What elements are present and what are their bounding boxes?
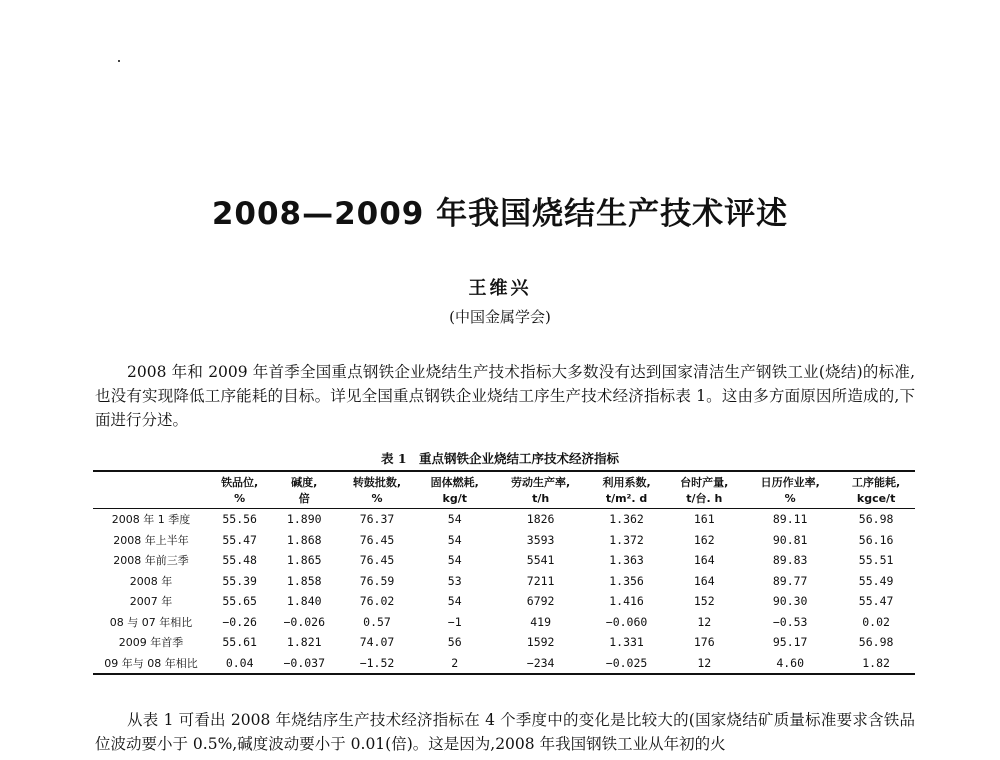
row-label: 2008 年前三季 [113, 554, 189, 568]
table-cell: 1.868 [286, 532, 322, 547]
table-cell: 89.83 [772, 553, 808, 568]
table-cell: 176 [693, 635, 715, 650]
table-header-row [93, 471, 915, 490]
header-cell: 利用系数, [588, 471, 666, 490]
table-row [93, 612, 915, 633]
header-cell: 日历作业率, [743, 471, 837, 490]
table-cell: 55.39 [222, 573, 257, 588]
unit-cell: t/台. h [665, 490, 743, 509]
table-cell: −0.060 [605, 614, 648, 629]
table-cell: 162 [693, 532, 715, 547]
article-title: 2008—2009 年我国烧结生产技术评述 [211, 196, 789, 232]
table-row [93, 591, 915, 612]
unit-cell: kgce/t [837, 490, 915, 509]
table-cell: 76.59 [359, 573, 395, 588]
table-cell: 76.45 [359, 532, 395, 547]
table-cell: 54 [447, 594, 462, 609]
table-cell: 0.02 [862, 614, 890, 629]
row-label: 2008 年上半年 [113, 533, 189, 547]
table-cell: 89.77 [772, 573, 808, 588]
table-cell: −1.52 [338, 653, 416, 675]
table-cell: 0.57 [363, 614, 391, 629]
table-cell: 1.890 [286, 512, 322, 527]
unit-cell: % [338, 490, 416, 509]
table-row [93, 632, 915, 653]
table-cell: 55.61 [222, 635, 257, 650]
header-cell: 转鼓批数, [338, 471, 416, 490]
table-cell: 76.37 [359, 512, 395, 527]
row-label: 2008 年 [129, 574, 173, 588]
table-cell: 55.47 [858, 594, 894, 609]
header-cell: 碱度, [270, 471, 338, 490]
table-cell: −0.26 [222, 614, 257, 629]
table-cell: 419 [530, 614, 552, 629]
unit-cell: t/h [494, 490, 588, 509]
table-cell: 1.416 [609, 594, 644, 609]
table-cell: 12 [697, 614, 712, 629]
table-cell: −0.53 [772, 614, 808, 629]
table-cell: 53 [447, 573, 462, 588]
table-cell: 1826 [526, 512, 555, 527]
table-cell: 164 [693, 553, 715, 568]
table-row [93, 653, 915, 675]
table-cell: 56 [447, 635, 462, 650]
table-cell: 55.51 [858, 553, 894, 568]
indicator-table [93, 470, 915, 675]
table-cell: 3593 [526, 532, 555, 547]
table-cell: −234 [494, 653, 588, 675]
unit-cell: kg/t [416, 490, 494, 509]
table-cell: 55.48 [222, 553, 257, 568]
table-cell: 1.821 [286, 635, 322, 650]
table-cell: 164 [693, 573, 715, 588]
table-cell: 1.865 [286, 553, 322, 568]
intro-paragraph: 2008 年和 2009 年首季全国重点钢铁企业烧结生产技术指标大多数没有达到国家清洁生产钢铁工业(烧结)的标准,也没有实现降低工序能耗的目标。详见全国重点钢铁企业烧结工序生产技术经济指标表 1。这由多方面原因所造成的,下面进行分述。 [95, 363, 915, 429]
table-cell: −1 [447, 614, 462, 629]
table-cell: 1.363 [609, 553, 644, 568]
row-label: 09 年与 08 年相比 [93, 653, 209, 675]
table-cell: 1.356 [609, 573, 644, 588]
table-row [93, 571, 915, 592]
table-row [93, 550, 915, 571]
table-cell: 56.98 [858, 512, 894, 527]
table-cell: 54 [447, 532, 462, 547]
unit-cell: t/m². d [588, 490, 666, 509]
table-cell: 5541 [526, 553, 555, 568]
table-caption: 表 1 重点钢铁企业烧结工序技术经济指标 [380, 451, 620, 466]
table-cell: 54 [447, 553, 462, 568]
table-cell: 90.30 [772, 594, 808, 609]
unit-cell [93, 490, 209, 509]
author-affiliation: (中国金属学会) [449, 308, 551, 326]
table-cell: 55.47 [222, 532, 257, 547]
header-cell: 台时产量, [665, 471, 743, 490]
table-cell: 56.16 [858, 532, 894, 547]
table-cell: 56.98 [858, 635, 894, 650]
unit-cell: 倍 [270, 490, 338, 509]
row-label: 2008 年 1 季度 [111, 513, 191, 527]
table-cell: 2 [416, 653, 494, 675]
table-cell: 0.04 [209, 653, 270, 675]
table-row [93, 509, 915, 530]
table-cell: 1.362 [609, 512, 644, 527]
table-cell: 1.372 [609, 532, 644, 547]
unit-cell: % [209, 490, 270, 509]
table-cell: −0.026 [283, 614, 326, 629]
table-unit-row [93, 490, 915, 509]
table-cell: 7211 [526, 573, 555, 588]
header-cell: 固体燃耗, [416, 471, 494, 490]
row-label: 2009 年首季 [118, 636, 184, 650]
table-cell: 152 [693, 594, 715, 609]
table-cell: 1592 [526, 635, 555, 650]
table-cell: 55.65 [222, 594, 257, 609]
analysis-paragraph: 从表 1 可看出 2008 年烧结序生产技术经济指标在 4 个季度中的变化是比较大的(国家烧结矿质量标准要求含铁品位波动要小于 0.5%,碱度波动要小于 0.01(倍)。这是因为,2008 年我国钢铁工业从年初的火 [95, 711, 915, 753]
table-cell: 76.45 [359, 553, 395, 568]
table-cell: −0.037 [270, 653, 338, 675]
table-cell: 161 [693, 512, 715, 527]
table-cell: 76.02 [359, 594, 395, 609]
header-cell [93, 471, 209, 490]
table-cell: −0.025 [588, 653, 666, 675]
table-cell: 89.11 [772, 512, 808, 527]
table-cell: 55.49 [858, 573, 894, 588]
scan-speck [118, 60, 120, 62]
row-label: 2007 年 [129, 595, 173, 609]
table-cell: 1.840 [286, 594, 322, 609]
table-cell: 1.858 [286, 573, 322, 588]
table-cell: 95.17 [772, 635, 808, 650]
table-cell: 90.81 [772, 532, 808, 547]
table-cell: 74.07 [359, 635, 395, 650]
author-name: 王维兴 [468, 278, 532, 299]
header-cell: 铁品位, [209, 471, 270, 490]
header-cell: 工序能耗, [837, 471, 915, 490]
table-cell: 4.60 [743, 653, 837, 675]
table-cell: 54 [447, 512, 462, 527]
table-cell: 12 [665, 653, 743, 675]
header-cell: 劳动生产率, [494, 471, 588, 490]
table-cell: 6792 [526, 594, 555, 609]
row-label: 08 与 07 年相比 [109, 615, 193, 629]
table-cell: 1.331 [609, 635, 644, 650]
table-cell: 1.82 [837, 653, 915, 675]
table-row [93, 530, 915, 551]
table-cell: 55.56 [222, 512, 257, 527]
unit-cell: % [743, 490, 837, 509]
